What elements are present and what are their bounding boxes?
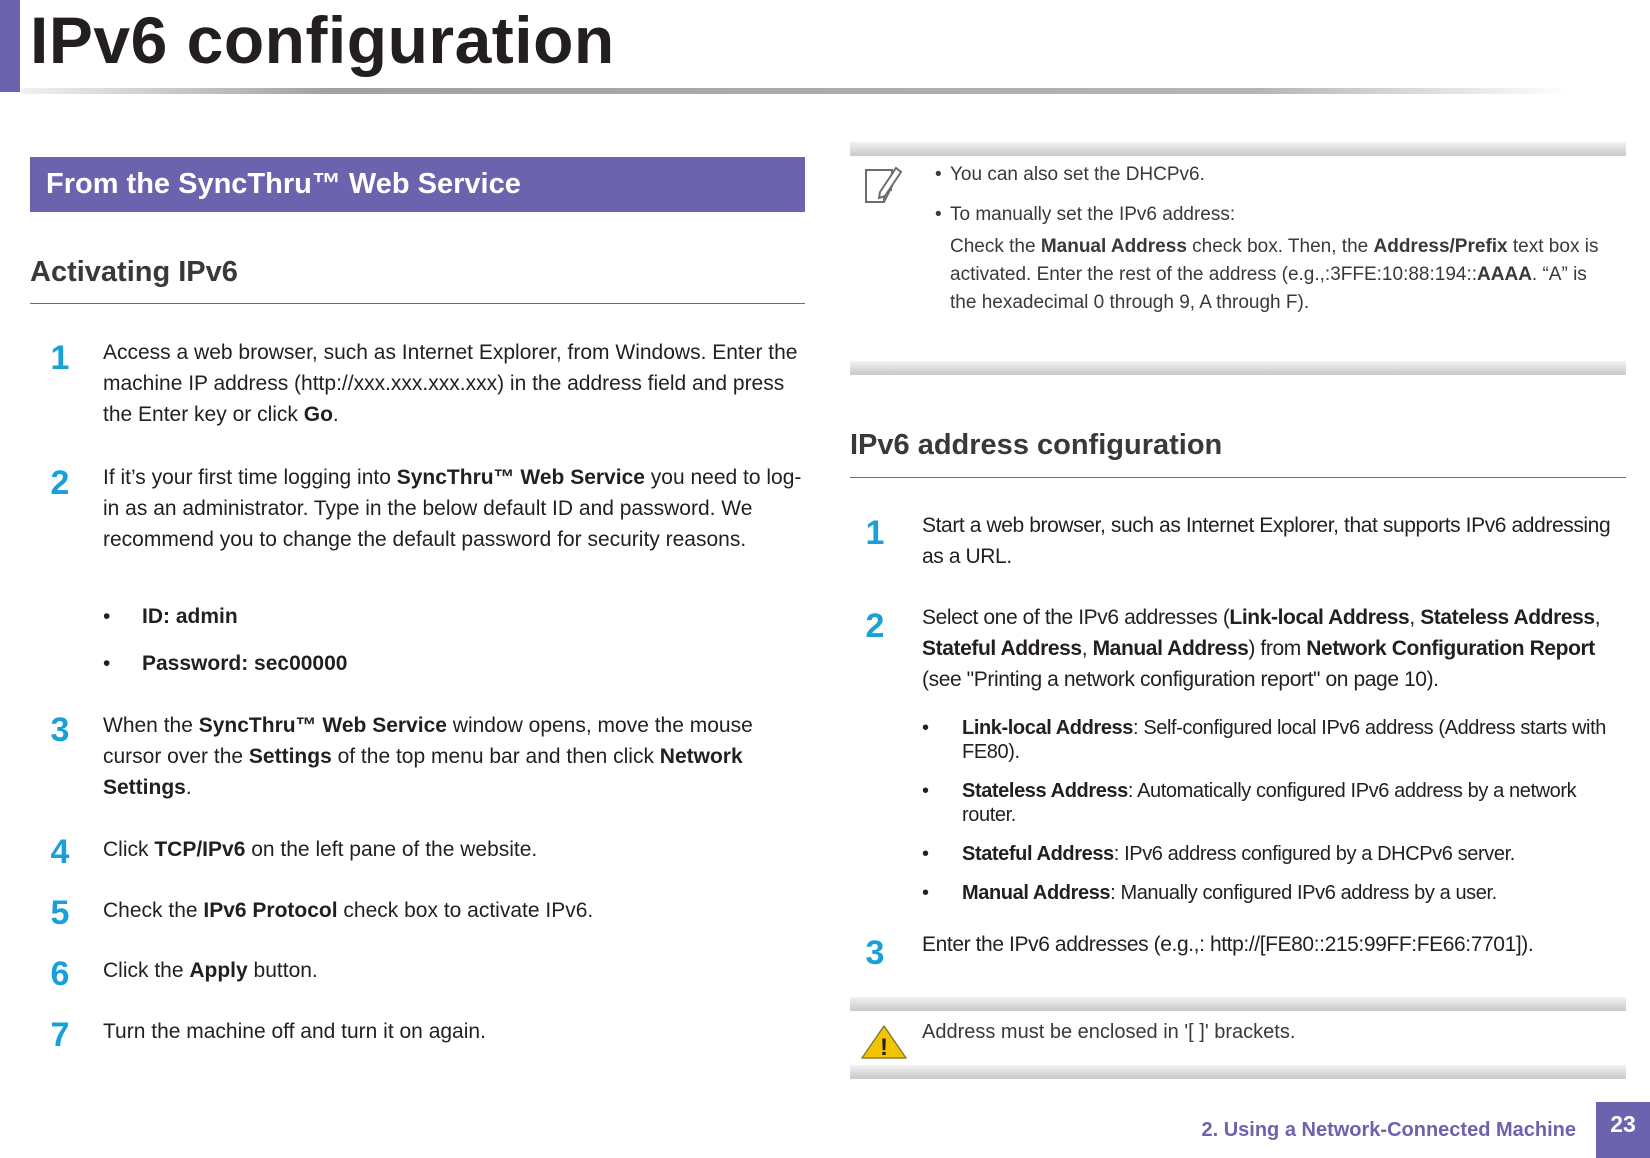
section-banner: From the SyncThru™ Web Service	[30, 157, 805, 212]
warning-icon	[860, 1024, 908, 1060]
heading-activating-ipv6: Activating IPv6	[30, 256, 238, 288]
caution-top-bar	[850, 997, 1626, 1011]
list-item: • Manual Address: Manually configured IPv6 address by a user.	[922, 882, 1497, 904]
caution-bottom-bar	[850, 1065, 1626, 1079]
list-item: • Stateless Address: Automatically configured IPv6 address by a network router.	[922, 780, 1577, 826]
heading-ipv6-address-configuration: IPv6 address configuration	[850, 429, 1223, 461]
note-bullet: • You can also set the DHCPv6.	[935, 164, 1205, 185]
step-number: 1	[865, 514, 885, 552]
step-text: Check the IPv6 Protocol check box to activate IPv6.	[103, 899, 594, 922]
note-bottom-bar	[850, 361, 1626, 375]
page-number: 23	[1596, 1102, 1650, 1158]
step-number: 1	[50, 339, 70, 377]
note-detail: Check the Manual Address check box. Then, the Address/Prefix text box is activated. Enter the rest of the address (e.g.,:3FFE:10:88:194::AAAA. “A” is the hexadecimal 0 through 9, A through F).	[950, 236, 1599, 313]
step-number: 4	[50, 833, 70, 871]
step-number: 6	[50, 955, 70, 993]
step-text: If it’s your first time logging into SyncThru™ Web Service you need to log-in as an administrator. Type in the below default ID and password. We recommend you to change the default password for security reasons.	[103, 466, 802, 551]
footer-chapter: 2. Using a Network-Connected Machine	[1201, 1119, 1576, 1141]
step-text: When the SyncThru™ Web Service window opens, move the mouse cursor over the Settings of the top menu bar and then click Network Settings.	[103, 714, 753, 799]
step-text: Start a web browser, such as Internet Explorer, that supports IPv6 addressing as a URL.	[922, 514, 1611, 568]
list-item: • ID: admin	[103, 605, 238, 628]
step-number: 7	[50, 1016, 70, 1054]
list-item: • Link-local Address: Self-configured local IPv6 address (Address starts with FE80).	[922, 717, 1606, 763]
step-text: Click TCP/IPv6 on the left pane of the website.	[103, 838, 538, 861]
title-divider	[20, 88, 1570, 94]
step-number: 5	[50, 894, 70, 932]
page-title: IPv6 configuration	[30, 3, 615, 77]
heading-rule	[30, 303, 805, 304]
caution-text: Address must be enclosed in '[ ]' brackets.	[922, 1021, 1296, 1043]
step-text: Click the Apply button.	[103, 959, 318, 982]
step-number: 2	[865, 607, 885, 645]
title-accent-bar	[0, 0, 20, 92]
list-item: • Password: sec00000	[103, 652, 348, 675]
pencil-note-icon	[862, 164, 904, 206]
heading-rule	[850, 477, 1626, 478]
step-number: 2	[50, 464, 70, 502]
step-text: Turn the machine off and turn it on again.	[103, 1020, 486, 1043]
step-text: Select one of the IPv6 addresses (Link-local Address, Stateless Address, Stateful Address, Manual Address) from Network Configuration Report (see "Printing a network configuration report" on page 10).	[922, 606, 1601, 691]
step-text: Enter the IPv6 addresses (e.g.,: http://[FE80::215:99FF:FE66:7701]).	[922, 933, 1534, 956]
list-item: • Stateful Address: IPv6 address configured by a DHCPv6 server.	[922, 843, 1515, 865]
step-number: 3	[865, 934, 885, 972]
step-number: 3	[50, 711, 70, 749]
step-text: Access a web browser, such as Internet Explorer, from Windows. Enter the machine IP address (http://xxx.xxx.xxx.xxx) in the address field and press the Enter key or click Go.	[103, 341, 798, 426]
note-bullet: • To manually set the IPv6 address:	[935, 204, 1236, 225]
note-top-bar	[850, 142, 1626, 156]
warning-icon-mark: !	[880, 1034, 888, 1060]
